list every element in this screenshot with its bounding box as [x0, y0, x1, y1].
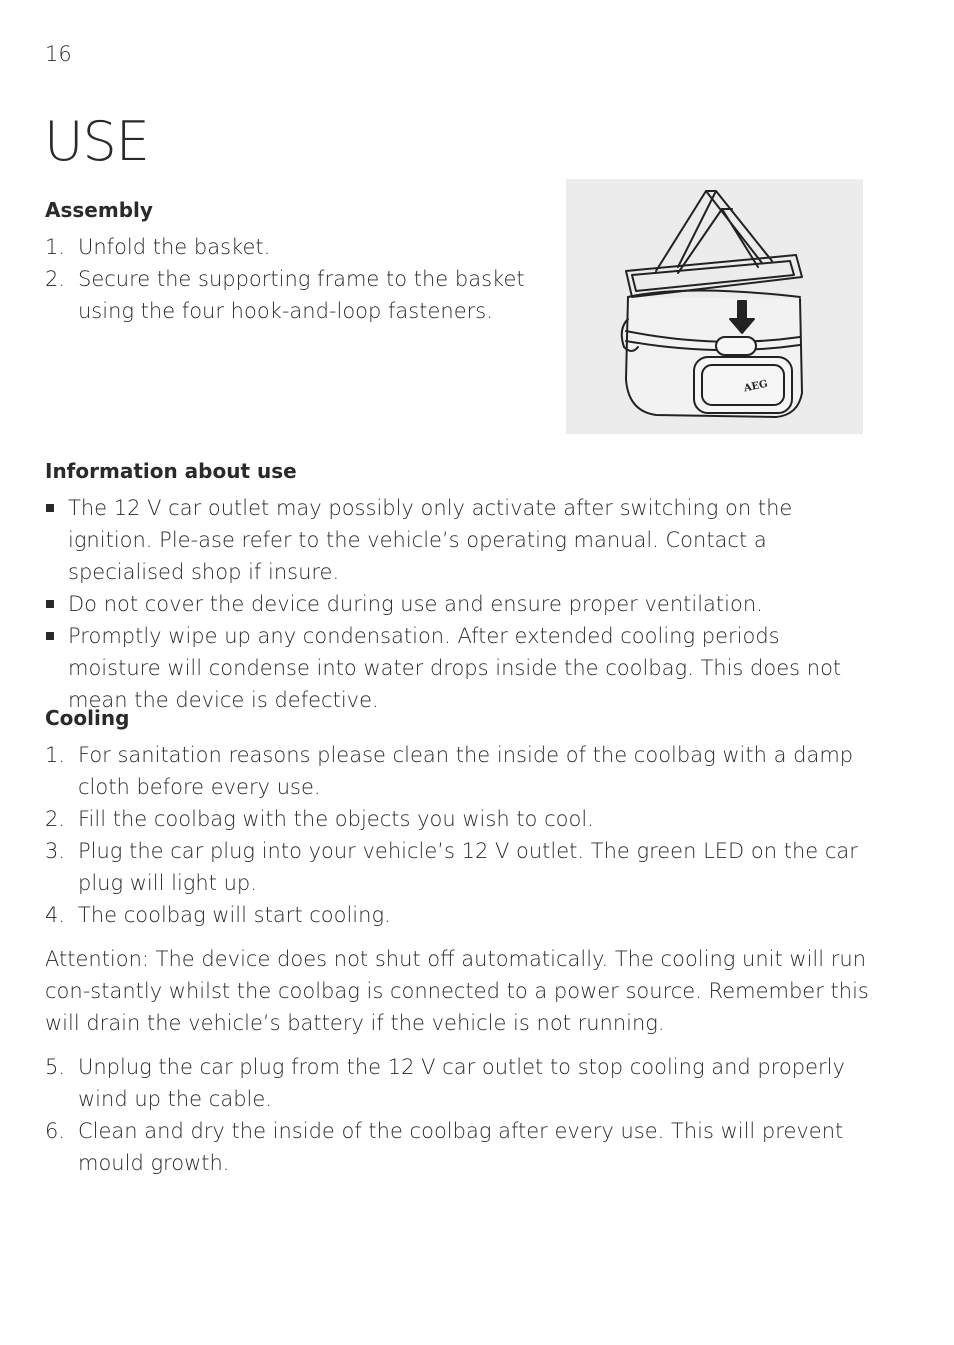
step-text: For sanitation reasons please clean the inside of the coolbag with a damp cloth before every use.: [78, 743, 854, 799]
step-number: 3.: [45, 839, 66, 863]
list-item: [45, 803, 865, 835]
list-item: [45, 492, 865, 588]
brand-logo: AEG: [743, 378, 769, 395]
step-number: 1.: [45, 235, 66, 259]
step-text: The coolbag will start cooling.: [78, 903, 391, 927]
step-number: 2.: [45, 807, 66, 831]
list-item: [45, 835, 865, 899]
step-text: Unfold the basket.: [78, 235, 271, 259]
bullet-text: Promptly wipe up any condensation. After extended cooling periods moisture will condense into water drops inside the coolbag. This does not mean the device is defective.: [68, 624, 842, 712]
list-item: [45, 263, 545, 327]
step-text: Clean and dry the inside of the coolbag after every use. This will prevent mould growth.: [78, 1119, 844, 1175]
coolbag-illustration: [566, 179, 863, 434]
page-title: USE: [44, 110, 149, 173]
list-item: [45, 231, 545, 263]
list-item: [45, 620, 865, 716]
information-heading: Information about use: [45, 459, 297, 483]
step-text: Secure the supporting frame to the basket using the four hook-and-loop fasteners.: [78, 267, 525, 323]
step-number: 4.: [45, 903, 66, 927]
step-number: 5.: [45, 1055, 66, 1079]
page-number: 16: [45, 42, 72, 66]
list-item: [45, 1051, 865, 1115]
cooling-steps: [45, 739, 865, 931]
step-text: Plug the car plug into your vehicle’s 12 V outlet. The green LED on the car plug will light up.: [78, 839, 858, 895]
step-text: Unplug the car plug from the 12 V car outlet to stop cooling and properly wind up the cable.: [78, 1055, 845, 1111]
information-bullets: [45, 492, 865, 716]
cooling-steps-continued: [45, 1051, 865, 1179]
bullet-text: The 12 V car outlet may possibly only activate after switching on the ignition. Ple-ase refer to the vehicle’s operating manual. Contact a specialised shop if insure.: [68, 496, 793, 584]
step-number: 1.: [45, 743, 66, 767]
bullet-text: Do not cover the device during use and ensure proper ventilation.: [68, 592, 763, 616]
step-number: 6.: [45, 1119, 66, 1143]
step-text: Fill the coolbag with the objects you wish to cool.: [78, 807, 594, 831]
list-item: [45, 1115, 865, 1179]
assembly-heading: Assembly: [45, 198, 153, 222]
list-item: [45, 739, 865, 803]
list-item: [45, 588, 865, 620]
attention-paragraph: Attention: The device does not shut off automatically. The cooling unit will run con-stantly whilst the coolbag is connected to a power source. Remember this will drain the vehicle’s battery if the vehicle is not running.: [45, 947, 869, 1035]
list-item: [45, 899, 865, 931]
step-number: 2.: [45, 267, 66, 291]
bullet-icon: [46, 632, 54, 640]
bullet-icon: [46, 600, 54, 608]
cooling-heading: Cooling: [45, 706, 130, 730]
assembly-steps: [45, 231, 545, 327]
bullet-icon: [46, 504, 54, 512]
